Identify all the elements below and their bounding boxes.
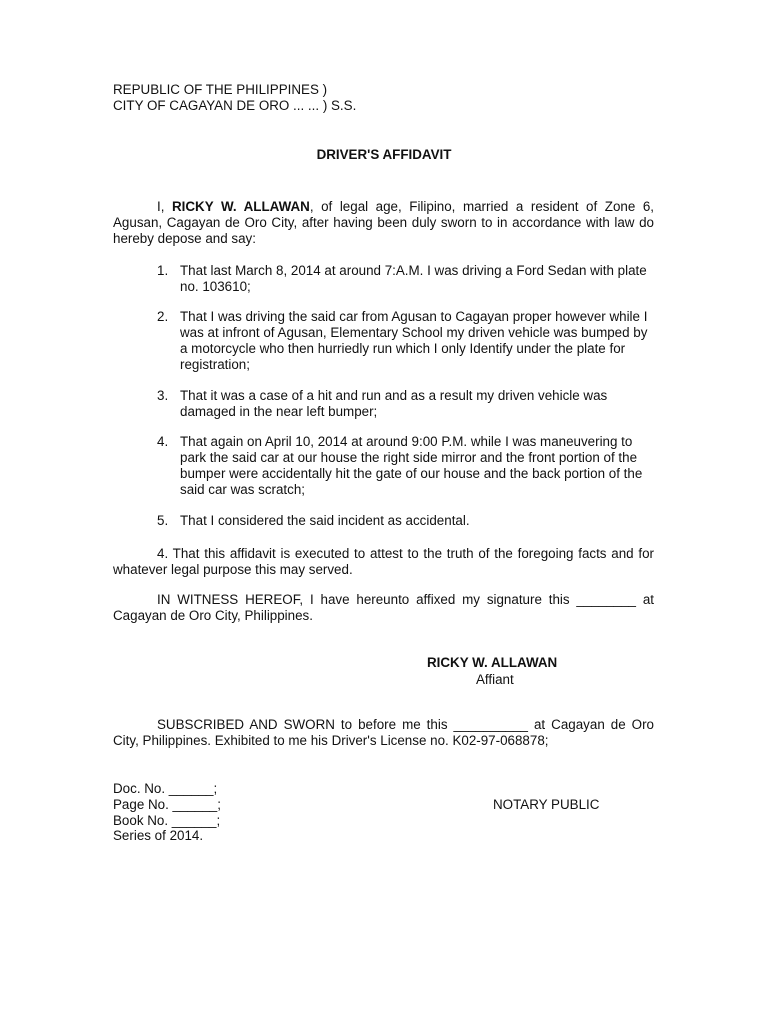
sworn-paragraph: SUBSCRIBED AND SWORN to before me this __________ at Cagayan de Oro City, Philippines. Exhibited to me his Driver's License no. K02-97-068878; — [113, 717, 654, 748]
fact-number: 5. — [157, 513, 169, 528]
page-number-line: Page No. ______; — [113, 797, 221, 812]
fact-item — [113, 434, 654, 498]
fact-number: 2. — [157, 309, 169, 324]
notary-public-label: NOTARY PUBLIC — [493, 797, 600, 812]
fact-item — [113, 388, 654, 420]
fact-number: 1. — [157, 263, 169, 278]
caption-line-2: CITY OF CAGAYAN DE ORO ... ... ) S.S. — [113, 98, 357, 113]
doc-number-line: Doc. No. ______; — [113, 781, 218, 796]
book-number-line: Book No. ______; — [113, 813, 221, 828]
fact-number: 3. — [157, 388, 169, 403]
series-line: Series of 2014. — [113, 828, 204, 843]
intro-paragraph — [113, 199, 654, 247]
fact-text: That last March 8, 2014 at around 7:A.M. I was driving a Ford Sedan with plate no. 103610; — [180, 263, 647, 294]
fact-text: That I considered the said incident as accidental. — [180, 513, 470, 528]
fact-text: That again on April 10, 2014 at around 9:00 P.M. while I was maneuvering to park the said car at our house the right side mirror and the front portion of the bumper were accidentally hit the gate of our house and the back portion of the said car was scratch; — [180, 434, 643, 497]
fact-item — [113, 513, 654, 529]
witness-paragraph: IN WITNESS HEREOF, I have hereunto affixed my signature this ________ at Cagayan de Oro City, Philippines. — [113, 592, 654, 623]
fact-text: That it was a case of a hit and run and as a result my driven vehicle was damaged in the near left bumper; — [180, 388, 608, 419]
fact-item — [113, 263, 654, 295]
affiant-signature-name: RICKY W. ALLAWAN — [427, 655, 558, 670]
caption-line-1: REPUBLIC OF THE PHILIPPINES ) — [113, 82, 328, 97]
fact-item — [113, 309, 654, 373]
intro-text: , of legal age, Filipino, married a resident of Zone 6, Agusan, Cagayan de Oro City, after having been duly sworn to in accordance with law do hereby depose and say: — [113, 199, 655, 246]
affiant-label: Affiant — [476, 672, 514, 687]
fact-text: That I was driving the said car from Agusan to Cagayan proper however while I was at infront of Agusan, Elementary School my driven vehicle was bumped by a motorcycle who then hurriedly run which I only Identify under the plate for registration; — [180, 309, 648, 372]
intro-prefix: I, — [157, 199, 172, 214]
attest-paragraph: 4. That this affidavit is executed to attest to the truth of the foregoing facts and for whatever legal purpose this may served. — [113, 546, 654, 577]
document-title: DRIVER'S AFFIDAVIT — [316, 147, 452, 162]
affiant-name-inline: RICKY W. ALLAWAN — [172, 199, 310, 214]
fact-number: 4. — [157, 434, 169, 449]
